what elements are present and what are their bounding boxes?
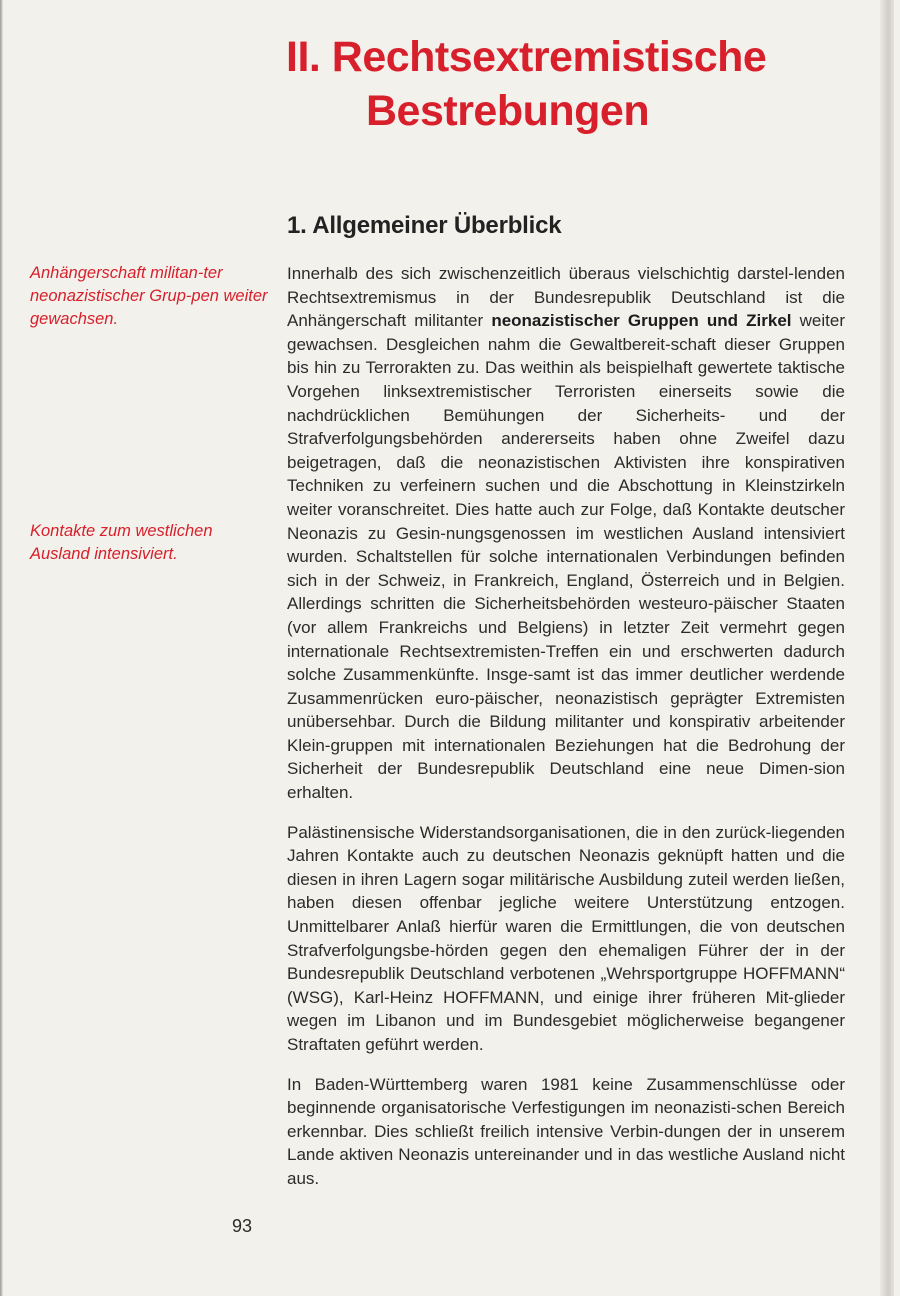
chapter-title-line2: Bestrebungen: [366, 87, 650, 135]
paragraph-1-rest: weiter gewachsen. Desgleichen nahm die Gewaltbereit-schaft dieser Gruppen bis hin zu Terrorakten zu. Das weithin als beispielhaft gewertete taktische Vorgehen linksextremistischer Terroristen einerseits sowie die nachdrücklichen Bemühungen der Sicherheits- und der Strafverfolgungsbehörden andererseits haben ohne Zweifel dazu beigetragen, daß die neonazistischen Aktivisten ihre konspirativen Techniken zu verfeinern suchen und die Abschottung in Kleinstzirkeln weiter voranschreitet. Dies hatte auch zur Folge, daß Kontakte deutscher Neonazis zu Gesin-nungsgenossen im westlichen Ausland intensiviert wurden. Schaltstellen für solche internationalen Verbindungen befinden sich in der Schweiz, in Frankreich, England, Österreich und in Belgien. Allerdings schritten die Sicherheitsbehörden westeuro-päischer Staaten (vor allem Frankreichs und Belgiens) in letzter Zeit vermehrt gegen internationale Rechtsextremisten-Treffen ein und erschwerten dadurch solche Zusammenkünfte. Insge-samt ist das immer deutlicher werdende Zusammenrücken euro-päischer, neonazistisch geprägter Extremisten unübersehbar. Durch die Bildung militanter und konspirativ arbeitender Klein-gruppen mit internationalen Beziehungen hat die Bedrohung der Sicherheit der Bundesrepublik Deutschland eine neue Dimen-sion erhalten.: [287, 311, 846, 803]
margin-note-contacts: Kontakte zum westlichen Ausland intensiviert.: [30, 522, 213, 563]
section-heading: 1. Allgemeiner Überblick: [287, 212, 562, 239]
paragraph-1: [287, 262, 845, 805]
margin-note-followers: Anhängerschaft militan-ter neonazistischer Grup-pen weiter gewachsen.: [30, 264, 268, 328]
page-edge-left: [0, 0, 3, 1296]
body-text: [287, 262, 845, 1207]
chapter-title-line1: II. Rechtsextremistische: [286, 33, 767, 81]
paragraph-2: Palästinensische Widerstandsorganisationen, die in den zurück-liegenden Jahren Kontakte auch zu deutschen Neonazis geknüpft hatten und die diesen in ihren Lagern sogar militärische Ausbildung zuteil werden ließen, haben diesen offenbar jegliche weitere Unterstützung entzogen. Unmittelbarer Anlaß hierfür waren die Ermittlungen, die von deutschen Strafverfolgungsbe-hörden gegen den ehemaligen Führer der in der Bundesrepublik Deutschland verbotenen „Wehrsportgruppe HOFFMANN“ (WSG), Karl-Heinz HOFFMANN, und einige ihrer früheren Mit-glieder wegen im Libanon und im Bundesgebiet möglicherweise begangener Straftaten geführt werden.: [287, 822, 845, 1054]
paragraph-3: In Baden-Württemberg waren 1981 keine Zusammenschlüsse oder beginnende organisatorische Verfestigungen im neonazisti-schen Bereich erkennbar. Dies schließt freilich intensive Verbin-dungen der in unserem Lande aktiven Neonazis untereinander und in das westliche Ausland nicht aus.: [287, 1074, 845, 1188]
paragraph-1-intro: Innerhalb des sich zwischenzeitlich überaus vielschichtig darstel-lenden Rechtsextremismus in der Bundesrepublik Deutschland ist die Anhängerschaft militanter: [287, 264, 845, 331]
chapter-title: [286, 30, 856, 138]
page-number: 93: [232, 1216, 253, 1236]
page-edge-right: [880, 0, 894, 1296]
paragraph-1-bold: neonazistischer Gruppen und Zirkel: [491, 311, 792, 331]
